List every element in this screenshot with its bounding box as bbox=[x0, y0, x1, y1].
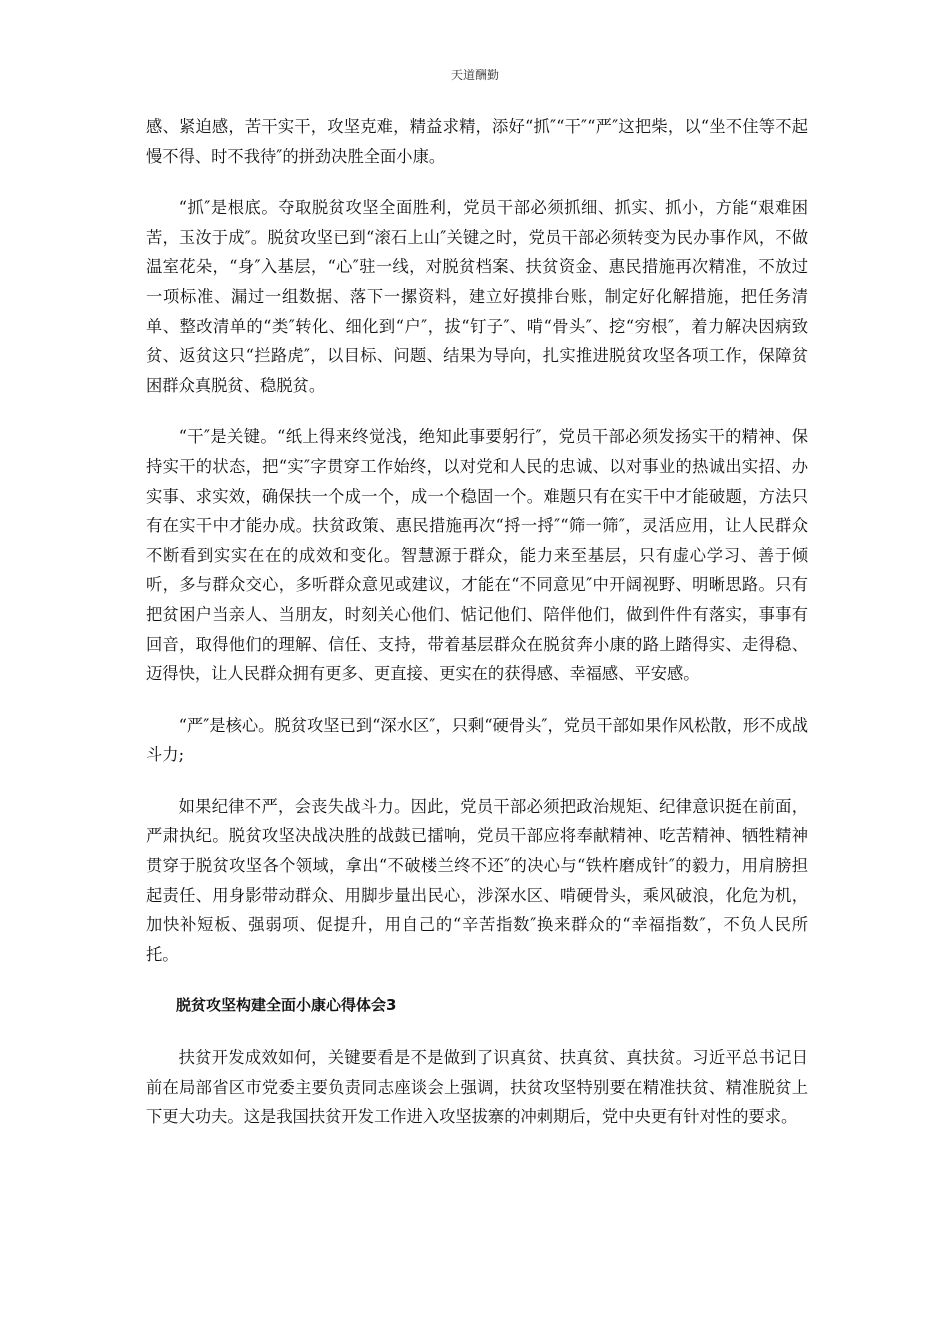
paragraph-zhua: “抓″是根底。夺取脱贫攻坚全面胜利，党员干部必须抓细、抓实、抓小，方能“艰难困苦，玉汝于成″。脱贫攻坚已到“滚石上山″关键之时，党员干部必须转变为民办事作风，不做温室花朵，“身″入基层，“心″驻一线，对脱贫档案、扶贫资金、惠民措施再次精准，不放过一项标准、漏过一组数据、落下一摞资料，建立好摸排台账，制定好化解措施，把任务清单、整改清单的“类″转化、细化到“户″，拔“钉子″、啃“骨头″、挖“穷根″，着力解决因病致贫、返贫这只“拦路虎″，以目标、问题、结果为导向，扎实推进脱贫攻坚各项工作，保障贫困群众真脱贫、稳脱贫。 bbox=[146, 198, 808, 395]
paragraph-discipline: 如果纪律不严，会丧失战斗力。因此，党员干部必须把政治规矩、纪律意识挺在前面，严肃执纪。脱贫攻坚决战决胜的战鼓已擂响，党员干部应将奉献精神、吃苦精神、牺牲精神贯穿于脱贫攻坚各个领域，拿出“不破楼兰终不还″的决心与“铁杵磨成针″的毅力，用肩膀担起责任、用身影带动群众、用脚步量出民心，涉深水区、啃硬骨头，乘风破浪，化危为机，加快补短板、强弱项、促提升，用自己的“辛苦指数″换来群众的“幸福指数″，不负人民所托。 bbox=[146, 796, 808, 964]
paragraph-yan: “严″是核心。脱贫攻坚已到“深水区″，只剩“硬骨头″，党员干部如果作风松散，形不成战斗力; bbox=[146, 715, 808, 765]
paragraph-continuation: 感、紧迫感，苦干实干，攻坚克难，精益求精，添好“抓″“干″“严″这把柴，以“坐不住等不起慢不得、时不我待″的拼劲决胜全面小康。 bbox=[146, 117, 808, 166]
document-body bbox=[146, 112, 808, 1154]
section-heading: 脱贫攻坚构建全面小康心得体会3 bbox=[176, 996, 397, 1015]
paragraph-gan: “干″是关键。“纸上得来终觉浅，绝知此事要躬行″，党员干部必须发扬实干的精神、保持实干的状态，把“实″字贯穿工作始终，以对党和人民的忠诚、以对事业的热诚出实招、办实事、求实效，确保扶一个成一个，成一个稳固一个。难题只有在实干中才能破题，方法只有在实干中才能办成。扶贫政策、惠民措施再次“捋一捋″“筛一筛″，灵活应用，让人民群众不断看到实实在在的成效和变化。智慧源于群众，能力来至基层，只有虚心学习、善于倾听，多与群众交心，多听群众意见或建议，才能在“不同意见″中开阔视野、明晰思路。只有把贫困户当亲人、当朋友，时刻关心他们、惦记他们、陪伴他们，做到件件有落实，事事有回音，取得他们的理解、信任、支持，带着基层群众在脱贫奔小康的路上踏得实、走得稳、迈得快，让人民群众拥有更多、更直接、更实在的获得感、幸福感、平安感。 bbox=[146, 427, 808, 684]
paragraph-final: 扶贫开发成效如何，关键要看是不是做到了识真贫、扶真贫、真扶贫。习近平总书记日前在局部省区市党委主要负责同志座谈会上强调，扶贫攻坚特别要在精准扶贫、精准脱贫上下更大功夫。这是我国扶贫开发工作进入攻坚拔寨的冲刺期后，党中央更有针对性的要求。 bbox=[146, 1048, 808, 1127]
page-header: 天道酬勤 bbox=[450, 68, 499, 82]
